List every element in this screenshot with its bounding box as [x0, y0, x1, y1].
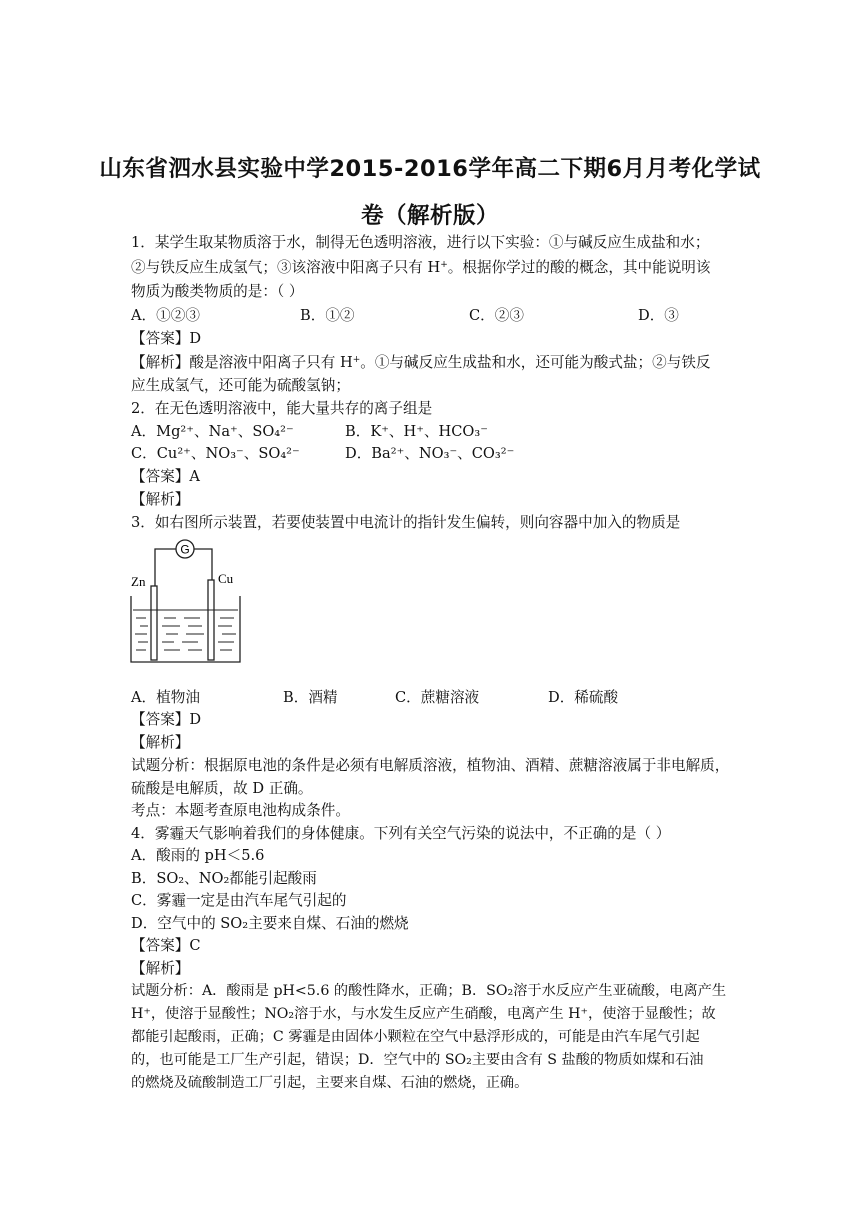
- zn-electrode-label: Zn: [131, 574, 146, 589]
- q1-option-a: A．①②③: [131, 307, 200, 324]
- q2-option-c: C．Cu²⁺、NO₃⁻、SO₄²⁻: [131, 445, 300, 462]
- q4-stem: 4．雾霾天气影响着我们的身体健康。下列有关空气污染的说法中，不正确的是（ ）: [131, 825, 671, 842]
- q3-stem: 3．如右图所示装置，若要使装置中电流计的指针发生偏转，则向容器中加入的物质是: [131, 514, 681, 531]
- q2-option-d: D．Ba²⁺、NO₃⁻、CO₃²⁻: [345, 445, 515, 462]
- q1-stem-line-1: 1．某学生取某物质溶于水，制得无色透明溶液，进行以下实验：①与碱反应生成盐和水；: [131, 234, 710, 251]
- q4-detail-line-5: 的燃烧及硫酸制造工厂引起，主要来自煤、石油的燃烧，正确。: [131, 1075, 529, 1091]
- document-title-line-2: 卷（解析版）: [360, 203, 499, 229]
- galvanometer-label: G: [180, 542, 190, 557]
- q1-option-c: C．②③: [469, 307, 524, 324]
- q2-option-a: A．Mg²⁺、Na⁺、SO₄²⁻: [131, 423, 294, 440]
- q3-option-a: A．植物油: [131, 689, 200, 706]
- q3-analysis: 【解析】: [131, 734, 190, 751]
- q4-detail-line-1: 试题分析：A．酸雨是 pH<5.6 的酸性降水，正确；B．SO₂溶于水反应产生亚硫酸，电离产生: [131, 983, 727, 999]
- q1-answer: 【答案】D: [131, 330, 202, 347]
- q3-detail-line-1: 试题分析：根据原电池的条件是必须有电解质溶液，植物油、酒精、蔗糖溶液属于非电解质，: [131, 757, 730, 774]
- q4-analysis: 【解析】: [131, 960, 190, 977]
- q2-stem: 2．在无色透明溶液中，能大量共存的离子组是: [131, 400, 433, 417]
- q1-analysis-part-b: 。①与碱反应生成盐和水，还可能为酸式盐；②与铁反: [360, 354, 711, 371]
- q1-analysis-line-1: [131, 352, 711, 374]
- q1-option-b: B．①②: [300, 307, 355, 324]
- q1-analysis-line-2: 应生成氢气，还可能为硫酸氢钠；: [131, 377, 350, 394]
- q2-answer: 【答案】A: [131, 468, 200, 485]
- q3-knowledge-point: 考点：本题考查原电池构成条件。: [131, 802, 350, 819]
- q1-stem-line-2-part-b: 。根据你学过的酸的概念，其中能说明该: [447, 259, 711, 276]
- q4-detail-line-2: H⁺，使溶于显酸性；NO₂溶于水，与水发生反应产生硝酸，电离产生 H⁺，使溶于显酸性；故: [131, 1006, 716, 1022]
- q1-stem-line-2: [131, 257, 711, 279]
- galvanic-cell-diagram: [128, 536, 246, 668]
- q3-answer: 【答案】D: [131, 711, 202, 728]
- cu-electrode-label: Cu: [218, 571, 234, 586]
- q4-option-c: C．雾霾一定是由汽车尾气引起的: [131, 892, 347, 909]
- q4-option-a: A．酸雨的 pH＜5.6: [131, 847, 265, 864]
- electrolyte-liquid: [133, 610, 238, 650]
- q4-option-b: B．SO₂、NO₂都能引起酸雨: [131, 870, 317, 887]
- document-title-line-1: 山东省泗水县实验中学2015-2016学年高二下期6月月考化学试: [99, 156, 761, 182]
- q1-stem-line-2-sup: +: [440, 260, 448, 270]
- q4-detail-line-3: 都能引起酸雨，正确；C 雾霾是由固体小颗粒在空气中悬浮形成的，可能是由汽车尾气引起: [131, 1029, 700, 1045]
- q3-detail-line-2: 硫酸是电解质，故 D 正确。: [131, 780, 313, 797]
- q1-stem-line-3: 物质为酸类物质的是：（ ）: [131, 283, 304, 300]
- q3-option-b: B．酒精: [283, 689, 338, 706]
- q3-option-d: D．稀硫酸: [548, 689, 619, 706]
- q2-option-b: B．K⁺、H⁺、HCO₃⁻: [345, 423, 488, 440]
- q2-analysis: 【解析】: [131, 491, 190, 508]
- q3-option-c: C．蔗糖溶液: [395, 689, 480, 706]
- q4-detail-line-4: 的，也可能是工厂生产引起，错误；D．空气中的 SO₂主要由含有 S 盐酸的物质如煤和石油: [131, 1052, 704, 1068]
- q1-stem-line-2-part-a: ②与铁反应生成氢气；③该溶液中阳离子只有 H: [131, 259, 441, 276]
- q4-option-d: D．空气中的 SO₂主要来自煤、石油的燃烧: [131, 915, 409, 932]
- q1-option-d: D．③: [638, 307, 679, 324]
- q1-analysis-part-a: 【解析】酸是溶液中阳离子只有 H: [131, 354, 353, 371]
- q1-analysis-sup: +: [352, 355, 361, 365]
- q4-answer: 【答案】C: [131, 937, 201, 954]
